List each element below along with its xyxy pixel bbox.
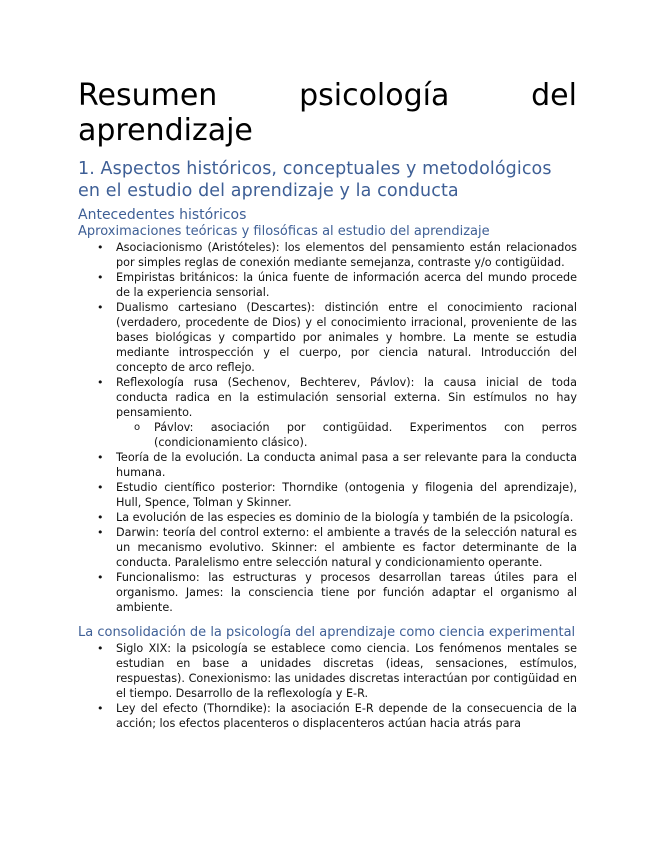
list-item — [78, 240, 577, 270]
circle-bullet-icon: o — [134, 422, 141, 433]
list-item — [78, 375, 577, 450]
list-item — [78, 701, 577, 731]
heading-2: Antecedentes históricos — [78, 207, 247, 223]
list-item-text: Asociacionismo (Aristóteles): los elementos del pensamiento están relacionados por simples reglas de conexión mediante semejanza, contraste y/o contigüidad. — [116, 241, 577, 269]
list-item-text: Dualismo cartesiano (Descartes): distinción entre el conocimiento racional (verdadero, procedente de Dios) y el conocimiento irracional, proveniente de las bases biológicas y compartido por animales y hombre. La mente se estudia mediante introspección y el cuerpo, por ciencia natural. Introducción del concepto de arco reflejo. — [116, 301, 577, 374]
title-word-1: Resumen — [78, 78, 218, 113]
list-item-text: Siglo XIX: la psicología se establece como ciencia. Los fenómenos mentales se estudian en base a unidades discretas (ideas, sensaciones, estímulos, respuestas). Conexionismo: las unidades discretas interactúan por contigüidad en el tiempo. Desarrollo de la reflexología y E-R. — [116, 642, 577, 700]
bullet-icon: • — [97, 376, 104, 389]
bullet-icon: • — [97, 271, 104, 284]
list-item — [78, 450, 577, 480]
list-item-text: Teoría de la evolución. La conducta animal pasa a ser relevante para la conducta humana. — [116, 451, 577, 479]
document-body — [78, 78, 577, 731]
bullet-icon: • — [97, 571, 104, 584]
list-item — [78, 270, 577, 300]
sub-list-item — [116, 420, 577, 450]
list-item — [78, 510, 577, 525]
list-item-text: Estudio científico posterior: Thorndike (ontogenia y filogenia del aprendizaje), Hull, Spence, Tolman y Skinner. — [116, 481, 577, 509]
bullet-icon: • — [97, 241, 104, 254]
bullet-icon: • — [97, 451, 104, 464]
list-item — [78, 300, 577, 375]
heading-1: 1. Aspectos históricos, conceptuales y metodológicos en el estudio del aprendizaje y la conducta — [78, 159, 552, 201]
list-item-text: Darwin: teoría del control externo: el ambiente a través de la selección natural es un mecanismo evolutivo. Skinner: el ambiente es factor determinante de la conducta. Paralelismo entre selección natural y condicionamiento operante. — [116, 526, 577, 569]
list-item — [78, 570, 577, 615]
bullet-icon: • — [97, 642, 104, 655]
list-item — [78, 480, 577, 510]
title-line-2: aprendizaje — [78, 113, 253, 148]
bullet-icon: • — [97, 526, 104, 539]
section-2-heading: La consolidación de la psicología del aprendizaje como ciencia experimental — [78, 625, 576, 640]
list-item — [78, 525, 577, 570]
title-word-3: del — [531, 78, 577, 113]
list-item-text: Empiristas británicos: la única fuente de información acerca del mundo procede de la experiencia sensorial. — [116, 271, 577, 299]
list-item-text: Ley del efecto (Thorndike): la asociación E-R depende de la consecuencia de la acción; los efectos placenteros o displacenteros actúan hacia atrás para — [116, 702, 577, 730]
section-2-list — [78, 641, 577, 731]
list-item-text: Funcionalismo: las estructuras y procesos desarrollan tareas útiles para el organismo. James: la consciencia tiene por función adaptar el organismo al ambiente. — [116, 571, 577, 614]
bullet-icon: • — [97, 481, 104, 494]
sub-list-item-text: Pávlov: asociación por contigüidad. Experimentos con perros (condicionamiento clásico). — [154, 421, 577, 449]
list-item-text: Reflexología rusa (Sechenov, Bechterev, Pávlov): la causa inicial de toda conducta radica en la estimulación sensorial externa. Sin estímulos no hay pensamiento. — [116, 376, 577, 419]
section-1-heading: Aproximaciones teóricas y filosóficas al estudio del aprendizaje — [78, 224, 490, 239]
bullet-icon: • — [97, 301, 104, 314]
title-word-2: psicología — [299, 78, 450, 113]
title-line-1 — [78, 78, 577, 113]
bullet-icon: • — [97, 511, 104, 524]
sub-list — [116, 420, 577, 450]
list-item-text: La evolución de las especies es dominio de la biología y también de la psicología. — [116, 511, 574, 524]
document-title — [78, 78, 577, 148]
bullet-icon: • — [97, 702, 104, 715]
section-1-list — [78, 240, 577, 615]
list-item — [78, 641, 577, 701]
